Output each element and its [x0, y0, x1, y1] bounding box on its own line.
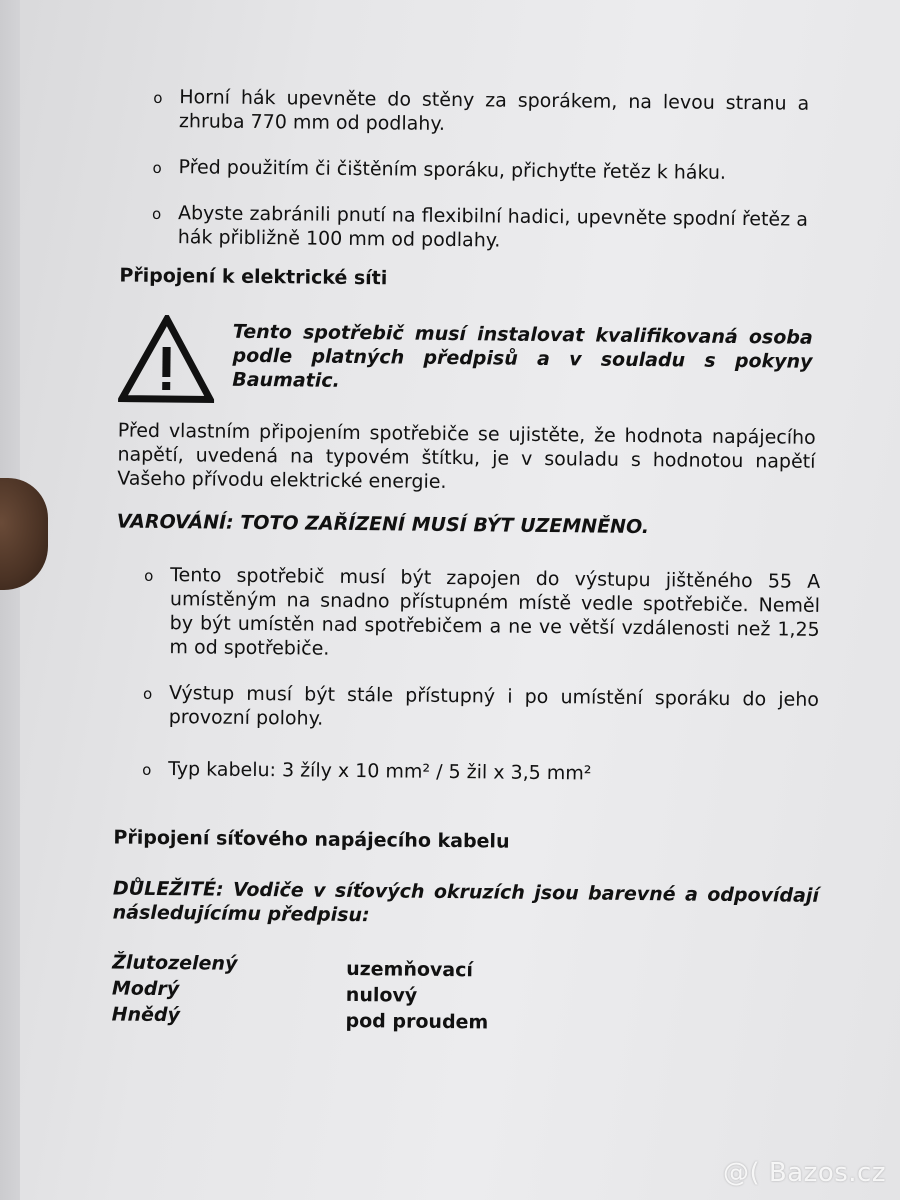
bullet-circle-icon: o — [144, 566, 154, 585]
important-note: DŮLEŽITÉ: Vodiče v síťových okruzích jsou barevné a odpovídají následujícímu předpisu: — [112, 877, 820, 927]
bullet-mid-2 — [142, 681, 820, 736]
bullet-top-2 — [152, 155, 808, 186]
color-label-blue: Modrý — [111, 977, 180, 1001]
bullet-circle-icon: o — [142, 684, 153, 703]
bullet-top-1 — [153, 85, 810, 140]
bullet-mid-1 — [144, 563, 821, 666]
section-heading-power-cable: Připojení síťového napájecího kabelu — [113, 826, 510, 853]
color-label-brown: Hnědý — [111, 1003, 181, 1027]
bullet-text: Tento spotřebič musí být zapojen do výstupu jištěného 55 A umístěným na snadno přístupném místě vedle spotřebiče. Neměl by být umístěn nad spotřebičem a ne ve větší vzdálenosti než 1,25 m od spotřebiče. — [169, 564, 821, 660]
bullet-circle-icon: o — [142, 760, 152, 779]
color-label-yellow-green: Žlutozelený — [112, 951, 238, 975]
color-value-live: pod proudem — [345, 1009, 489, 1034]
bullet-circle-icon: o — [153, 88, 163, 107]
color-value-earth: uzemňovací — [346, 957, 474, 982]
bullet-text: Typ kabelu: 3 žíly x 10 mm² / 5 žil x 3,5 mm² — [168, 758, 592, 785]
bullet-mid-3 — [142, 757, 818, 788]
bullet-text: Výstup musí být stále přístupný i po umístění sporáku do jeho provozní polohy. — [168, 682, 820, 730]
bullet-circle-icon: o — [151, 204, 162, 223]
bullet-text: Abyste zabránili pnutí na flexibilní hadici, upevněte spodní řetěz a hák přibližně 100 mm od podlahy. — [177, 202, 809, 252]
warning-triangle-icon — [118, 315, 215, 404]
earthing-warning-title: VAROVÁNÍ: TOTO ZAŘÍZENÍ MUSÍ BÝT UZEMNĚNO. — [116, 510, 650, 539]
bullet-top-3 — [151, 201, 809, 256]
warning-box-text: Tento spotřebič musí instalovat kvalifikovaná osoba podle platných předpisů a v souladu s pokyny Baumatic. — [232, 320, 813, 392]
bullet-circle-icon: o — [152, 158, 162, 177]
watermark-logo: @( Bazos.cz — [723, 1158, 886, 1188]
color-value-neutral: nulový — [345, 983, 418, 1007]
voltage-paragraph: Před vlastním připojením spotřebiče se ujistěte, že hodnota napájecího napětí, uvedená na typovém štítku, je v souladu s hodnotou napětí Vašeho přívodu elektrické energie. — [117, 419, 816, 493]
bullet-text: Před použitím či čištěním sporáku, přichyťte řetěz k háku. — [178, 156, 727, 184]
bullet-text: Horní hák upevněte do stěny za sporákem, na levou stranu a zhruba 770 mm od podlahy. — [178, 86, 810, 135]
section-heading-electrical: Připojení k elektrické síti — [119, 264, 388, 290]
